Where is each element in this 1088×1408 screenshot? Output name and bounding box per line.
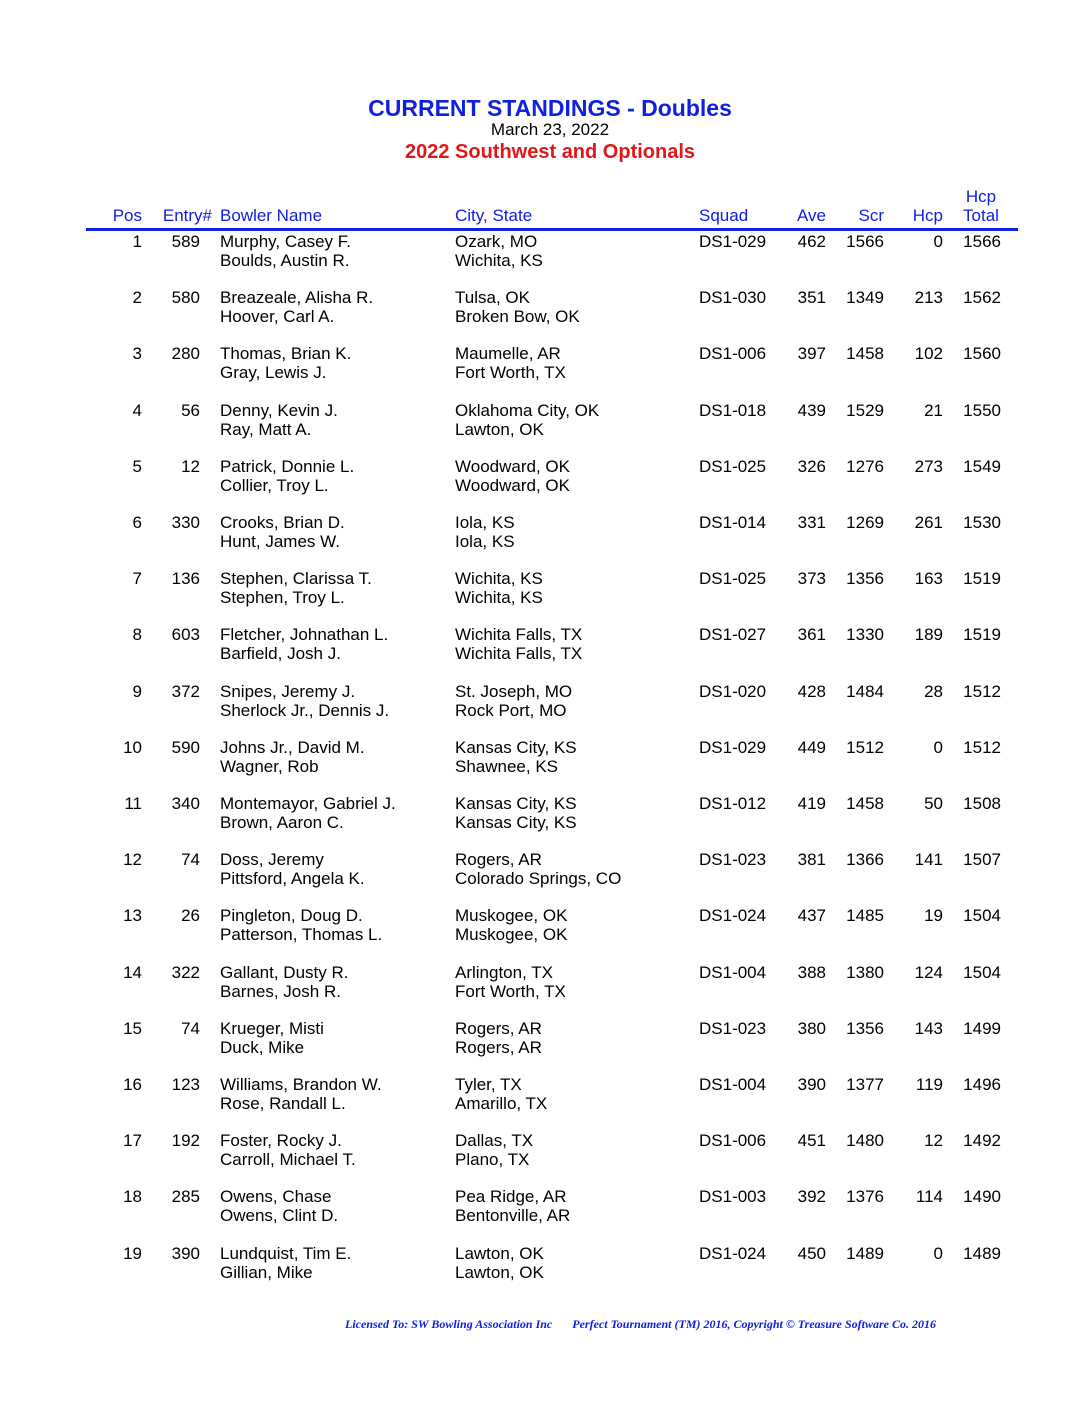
- hcp-cell: 12: [924, 1131, 943, 1151]
- squad-cell: DS1-012: [699, 794, 767, 813]
- hcp-cell: 119: [915, 1075, 943, 1094]
- table-row: [0, 1187, 1088, 1243]
- standings-date: March 23, 2022: [490, 120, 610, 139]
- table-row: [0, 401, 1088, 457]
- pos-cell: 1: [132, 232, 142, 251]
- table-row: [0, 906, 1088, 962]
- entry-cell: 285: [171, 1187, 200, 1207]
- scr-cell: 1480: [846, 1131, 884, 1151]
- city-cell-first: Muskogee, OK: [455, 906, 568, 926]
- city-cell-second: Bentonville, AR: [455, 1206, 571, 1226]
- table-row: [0, 1019, 1088, 1075]
- scr-cell: 1276: [846, 456, 884, 476]
- pos-cell: 13: [123, 906, 142, 926]
- col-header-bowler: Bowler Name: [220, 206, 323, 225]
- table-row: [0, 963, 1088, 1019]
- squad-cell: DS1-004: [699, 962, 767, 982]
- table-row: [0, 569, 1088, 625]
- table-row: [0, 1244, 1088, 1300]
- hcp-cell: 114: [915, 1187, 943, 1207]
- hcp-total-cell: 1519: [963, 625, 1001, 645]
- pos-cell: 3: [132, 344, 142, 364]
- footer: [345, 1317, 956, 1332]
- bowler-cell-first: Murphy, Casey F.: [220, 232, 352, 251]
- scr-cell: 1356: [846, 1018, 884, 1038]
- bowler-cell-second: Rose, Randall L.: [220, 1094, 346, 1113]
- entry-cell: 322: [171, 962, 200, 982]
- scr-cell: 1489: [846, 1243, 884, 1263]
- bowler-cell-second: Sherlock Jr., Dennis J.: [220, 700, 390, 720]
- bowler-cell-first: Gallant, Dusty R.: [220, 962, 349, 982]
- hcp-cell: 0: [933, 232, 943, 251]
- bowler-cell-second: Brown, Aaron C.: [220, 813, 344, 832]
- scr-cell: 1366: [846, 850, 884, 870]
- scr-cell: 1566: [846, 232, 884, 251]
- scr-cell: 1484: [846, 681, 884, 701]
- hcp-total-cell: 1499: [963, 1018, 1001, 1038]
- city-cell-first: Kansas City, KS: [455, 737, 577, 757]
- table-row: [0, 513, 1088, 569]
- hcp-cell: 261: [914, 513, 943, 532]
- table-row: [0, 738, 1088, 794]
- hcp-cell: 50: [924, 794, 943, 813]
- ave-cell: 381: [797, 850, 826, 870]
- entry-cell: 56: [181, 400, 200, 420]
- scr-cell: 1512: [846, 737, 884, 757]
- entry-cell: 372: [171, 681, 200, 701]
- city-cell-first: Rogers, AR: [455, 850, 542, 870]
- hcp-cell: 102: [914, 344, 943, 364]
- col-header-entry: Entry#: [162, 206, 212, 225]
- ave-cell: 449: [797, 737, 826, 757]
- hcp-cell: 0: [933, 737, 943, 757]
- ave-cell: 392: [797, 1187, 826, 1207]
- scr-cell: 1458: [846, 794, 884, 813]
- squad-cell: DS1-020: [699, 681, 767, 701]
- city-cell-second: Muskogee, OK: [455, 925, 568, 945]
- hcp-cell: 163: [914, 569, 943, 589]
- entry-cell: 580: [171, 288, 200, 308]
- entry-cell: 123: [171, 1075, 200, 1094]
- bowler-cell-second: Barnes, Josh R.: [220, 981, 341, 1001]
- bowler-cell-first: Lundquist, Tim E.: [220, 1243, 352, 1263]
- city-cell-first: Ozark, MO: [455, 232, 538, 251]
- bowler-cell-first: Fletcher, Johnathan L.: [220, 625, 389, 645]
- city-cell-first: Tyler, TX: [455, 1075, 522, 1094]
- entry-cell: 590: [171, 737, 200, 757]
- hcp-cell: 21: [924, 400, 943, 420]
- city-cell-first: Maumelle, AR: [455, 344, 561, 364]
- city-cell-second: Shawnee, KS: [455, 756, 559, 776]
- ave-cell: 361: [797, 625, 826, 645]
- table-row: [0, 850, 1088, 906]
- city-cell-first: Woodward, OK: [455, 456, 570, 476]
- license-text: Licensed To: SW Bowling Association Inc: [345, 1317, 553, 1331]
- city-cell-second: Rock Port, MO: [455, 700, 567, 720]
- hcp-total-cell: 1530: [963, 513, 1001, 532]
- pos-cell: 12: [123, 850, 142, 870]
- bowler-cell-first: Johns Jr., David M.: [220, 737, 365, 757]
- entry-cell: 330: [171, 513, 200, 532]
- hcp-total-cell: 1490: [963, 1187, 1001, 1207]
- hcp-cell: 189: [914, 625, 943, 645]
- squad-cell: DS1-029: [699, 737, 767, 757]
- city-cell-second: Fort Worth, TX: [455, 363, 566, 383]
- scr-cell: 1529: [846, 400, 884, 420]
- hcp-total-cell: 1550: [963, 400, 1001, 420]
- squad-cell: DS1-025: [699, 569, 767, 589]
- hcp-total-cell: 1512: [963, 681, 1001, 701]
- table-row: [0, 457, 1088, 513]
- pos-cell: 10: [123, 737, 142, 757]
- bowler-cell-first: Pingleton, Doug D.: [220, 906, 363, 926]
- city-cell-second: Fort Worth, TX: [455, 981, 566, 1001]
- ave-cell: 326: [797, 456, 826, 476]
- squad-cell: DS1-024: [699, 1243, 767, 1263]
- city-cell-first: Oklahoma City, OK: [455, 400, 600, 420]
- pos-cell: 17: [123, 1131, 142, 1151]
- city-cell-first: Kansas City, KS: [455, 794, 577, 813]
- col-header-hcp-total-bottom: Total: [963, 206, 999, 225]
- city-cell-second: Wichita, KS: [455, 588, 543, 608]
- scr-cell: 1269: [846, 513, 884, 532]
- entry-cell: 603: [171, 625, 200, 645]
- header-rule: [86, 228, 1018, 231]
- bowler-cell-first: Montemayor, Gabriel J.: [220, 794, 396, 813]
- hcp-cell: 19: [924, 906, 943, 926]
- ave-cell: 351: [797, 288, 826, 308]
- hcp-cell: 273: [914, 456, 943, 476]
- city-cell-first: Rogers, AR: [455, 1018, 542, 1038]
- hcp-total-cell: 1504: [963, 962, 1001, 982]
- bowler-cell-second: Duck, Mike: [220, 1037, 305, 1057]
- bowler-cell-first: Crooks, Brian D.: [220, 513, 345, 532]
- squad-cell: DS1-014: [699, 513, 767, 532]
- bowler-cell-first: Stephen, Clarissa T.: [220, 569, 372, 589]
- bowler-cell-second: Collier, Troy L.: [220, 475, 329, 495]
- hcp-cell: 143: [914, 1018, 943, 1038]
- table-row: [0, 1131, 1088, 1187]
- page-title: CURRENT STANDINGS - Doubles: [368, 95, 732, 121]
- squad-cell: DS1-006: [699, 1131, 767, 1151]
- bowler-cell-first: Doss, Jeremy: [220, 850, 324, 870]
- city-cell-first: Lawton, OK: [455, 1243, 544, 1263]
- hcp-total-cell: 1507: [963, 850, 1001, 870]
- pos-cell: 5: [132, 456, 142, 476]
- squad-cell: DS1-004: [699, 1075, 767, 1094]
- table-row: [0, 232, 1088, 288]
- bowler-cell-second: Gillian, Mike: [220, 1262, 313, 1282]
- table-row: [0, 625, 1088, 681]
- col-header-hcp: Hcp: [912, 206, 943, 225]
- pos-cell: 9: [132, 681, 142, 701]
- ave-cell: 428: [797, 681, 826, 701]
- hcp-total-cell: 1492: [963, 1131, 1001, 1151]
- squad-cell: DS1-018: [699, 400, 767, 420]
- bowler-cell-first: Patrick, Donnie L.: [220, 456, 355, 476]
- bowler-cell-second: Boulds, Austin R.: [220, 251, 350, 270]
- col-header-city: City, State: [455, 206, 533, 225]
- scr-cell: 1458: [846, 344, 884, 364]
- squad-cell: DS1-006: [699, 344, 767, 364]
- pos-cell: 6: [132, 513, 142, 532]
- table-row: [0, 794, 1088, 850]
- bowler-cell-second: Owens, Clint D.: [220, 1206, 339, 1226]
- bowler-cell-second: Carroll, Michael T.: [220, 1150, 356, 1170]
- bowler-cell-second: Stephen, Troy L.: [220, 588, 345, 608]
- col-header-pos: Pos: [112, 206, 142, 225]
- hcp-cell: 0: [933, 1243, 943, 1263]
- bowler-cell-second: Hunt, James W.: [220, 532, 340, 551]
- hcp-total-cell: 1504: [963, 906, 1001, 926]
- city-cell-second: Rogers, AR: [455, 1037, 542, 1057]
- col-header-squad: Squad: [699, 206, 749, 225]
- bowler-cell-second: Barfield, Josh J.: [220, 644, 341, 664]
- scr-cell: 1380: [846, 962, 884, 982]
- ave-cell: 397: [797, 344, 826, 364]
- hcp-cell: 213: [914, 288, 943, 308]
- squad-cell: DS1-027: [699, 625, 767, 645]
- bowler-cell-second: Patterson, Thomas L.: [220, 925, 383, 945]
- city-cell-second: Plano, TX: [455, 1150, 530, 1170]
- squad-cell: DS1-003: [699, 1187, 767, 1207]
- hcp-cell: 124: [914, 962, 943, 982]
- city-cell-second: Wichita, KS: [455, 251, 543, 270]
- city-cell-second: Iola, KS: [455, 532, 515, 551]
- city-cell-first: Dallas, TX: [455, 1131, 534, 1151]
- city-cell-second: Colorado Springs, CO: [455, 869, 622, 889]
- scr-cell: 1330: [846, 625, 884, 645]
- entry-cell: 26: [181, 906, 200, 926]
- table-row: [0, 682, 1088, 738]
- entry-cell: 280: [171, 344, 200, 364]
- entry-cell: 340: [171, 794, 200, 813]
- hcp-total-cell: 1489: [963, 1243, 1001, 1263]
- squad-cell: DS1-024: [699, 906, 767, 926]
- pos-cell: 7: [132, 569, 142, 589]
- ave-cell: 439: [797, 400, 826, 420]
- entry-cell: 136: [171, 569, 200, 589]
- bowler-cell-first: Breazeale, Alisha R.: [220, 288, 374, 308]
- city-cell-second: Broken Bow, OK: [455, 307, 580, 327]
- city-cell-first: St. Joseph, MO: [455, 681, 573, 701]
- bowler-cell-first: Denny, Kevin J.: [220, 400, 338, 420]
- entry-cell: 74: [181, 1018, 200, 1038]
- city-cell-second: Kansas City, KS: [455, 813, 577, 832]
- entry-cell: 74: [181, 850, 200, 870]
- city-cell-second: Wichita Falls, TX: [455, 644, 583, 664]
- ave-cell: 380: [797, 1018, 826, 1038]
- ave-cell: 450: [797, 1243, 826, 1263]
- hcp-total-cell: 1496: [963, 1075, 1001, 1094]
- bowler-cell-first: Snipes, Jeremy J.: [220, 681, 356, 701]
- table-row: [0, 288, 1088, 344]
- pos-cell: 2: [132, 288, 142, 308]
- bowler-cell-second: Gray, Lewis J.: [220, 363, 327, 383]
- bowler-cell-first: Foster, Rocky J.: [220, 1131, 342, 1151]
- scr-cell: 1356: [846, 569, 884, 589]
- pos-cell: 15: [123, 1018, 142, 1038]
- hcp-total-cell: 1562: [963, 288, 1001, 308]
- copyright-text: Perfect Tournament (TM) 2016, Copyright © Treasure Software Co. 2016: [572, 1317, 937, 1331]
- entry-cell: 390: [171, 1243, 200, 1263]
- entry-cell: 589: [171, 232, 200, 251]
- city-cell-first: Pea Ridge, AR: [455, 1187, 567, 1207]
- hcp-total-cell: 1549: [963, 456, 1001, 476]
- bowler-cell-second: Wagner, Rob: [220, 756, 319, 776]
- ave-cell: 451: [797, 1131, 826, 1151]
- city-cell-second: Lawton, OK: [455, 1262, 544, 1282]
- hcp-total-cell: 1566: [963, 232, 1001, 251]
- entry-cell: 192: [171, 1131, 200, 1151]
- hcp-total-cell: 1560: [963, 344, 1001, 364]
- squad-cell: DS1-025: [699, 456, 767, 476]
- squad-cell: DS1-030: [699, 288, 767, 308]
- squad-cell: DS1-023: [699, 1018, 767, 1038]
- city-cell-first: Wichita Falls, TX: [455, 625, 583, 645]
- tournament-name: 2022 Southwest and Optionals: [404, 141, 696, 163]
- pos-cell: 4: [132, 400, 142, 420]
- city-cell-first: Arlington, TX: [455, 962, 553, 982]
- scr-cell: 1377: [846, 1075, 884, 1094]
- ave-cell: 390: [797, 1075, 826, 1094]
- ave-cell: 437: [797, 906, 826, 926]
- city-cell-second: Woodward, OK: [455, 475, 570, 495]
- hcp-total-cell: 1512: [963, 737, 1001, 757]
- hcp-total-cell: 1508: [963, 794, 1001, 813]
- table-row: [0, 344, 1088, 400]
- scr-cell: 1349: [846, 288, 884, 308]
- scr-cell: 1485: [846, 906, 884, 926]
- table-row: [0, 1075, 1088, 1131]
- pos-cell: 11: [124, 794, 142, 813]
- pos-cell: 14: [123, 962, 142, 982]
- city-cell-first: Tulsa, OK: [455, 288, 530, 308]
- city-cell-second: Amarillo, TX: [455, 1094, 548, 1113]
- bowler-cell-second: Pittsford, Angela K.: [220, 869, 365, 889]
- hcp-cell: 28: [924, 681, 943, 701]
- bowler-cell-second: Ray, Matt A.: [220, 419, 312, 439]
- hcp-total-cell: 1519: [963, 569, 1001, 589]
- entry-cell: 12: [181, 456, 200, 476]
- bowler-cell-second: Hoover, Carl A.: [220, 307, 335, 327]
- col-header-hcp-total-top: Hcp: [965, 187, 997, 206]
- ave-cell: 373: [797, 569, 826, 589]
- pos-cell: 18: [123, 1187, 142, 1207]
- city-cell-first: Wichita, KS: [455, 569, 543, 589]
- bowler-cell-first: Thomas, Brian K.: [220, 344, 352, 364]
- squad-cell: DS1-023: [699, 850, 767, 870]
- squad-cell: DS1-029: [699, 232, 767, 251]
- col-header-scr: Scr: [858, 206, 884, 225]
- pos-cell: 8: [132, 625, 142, 645]
- pos-cell: 16: [123, 1075, 142, 1094]
- scr-cell: 1376: [846, 1187, 884, 1207]
- ave-cell: 419: [797, 794, 826, 813]
- ave-cell: 388: [797, 962, 826, 982]
- hcp-cell: 141: [914, 850, 943, 870]
- pos-cell: 19: [123, 1243, 142, 1263]
- city-cell-first: Iola, KS: [455, 513, 515, 532]
- col-header-ave: Ave: [797, 206, 826, 225]
- bowler-cell-first: Owens, Chase: [220, 1187, 332, 1207]
- ave-cell: 462: [797, 232, 826, 251]
- ave-cell: 331: [797, 513, 826, 532]
- bowler-cell-first: Krueger, Misti: [220, 1018, 324, 1038]
- city-cell-second: Lawton, OK: [455, 419, 544, 439]
- bowler-cell-first: Williams, Brandon W.: [220, 1075, 382, 1094]
